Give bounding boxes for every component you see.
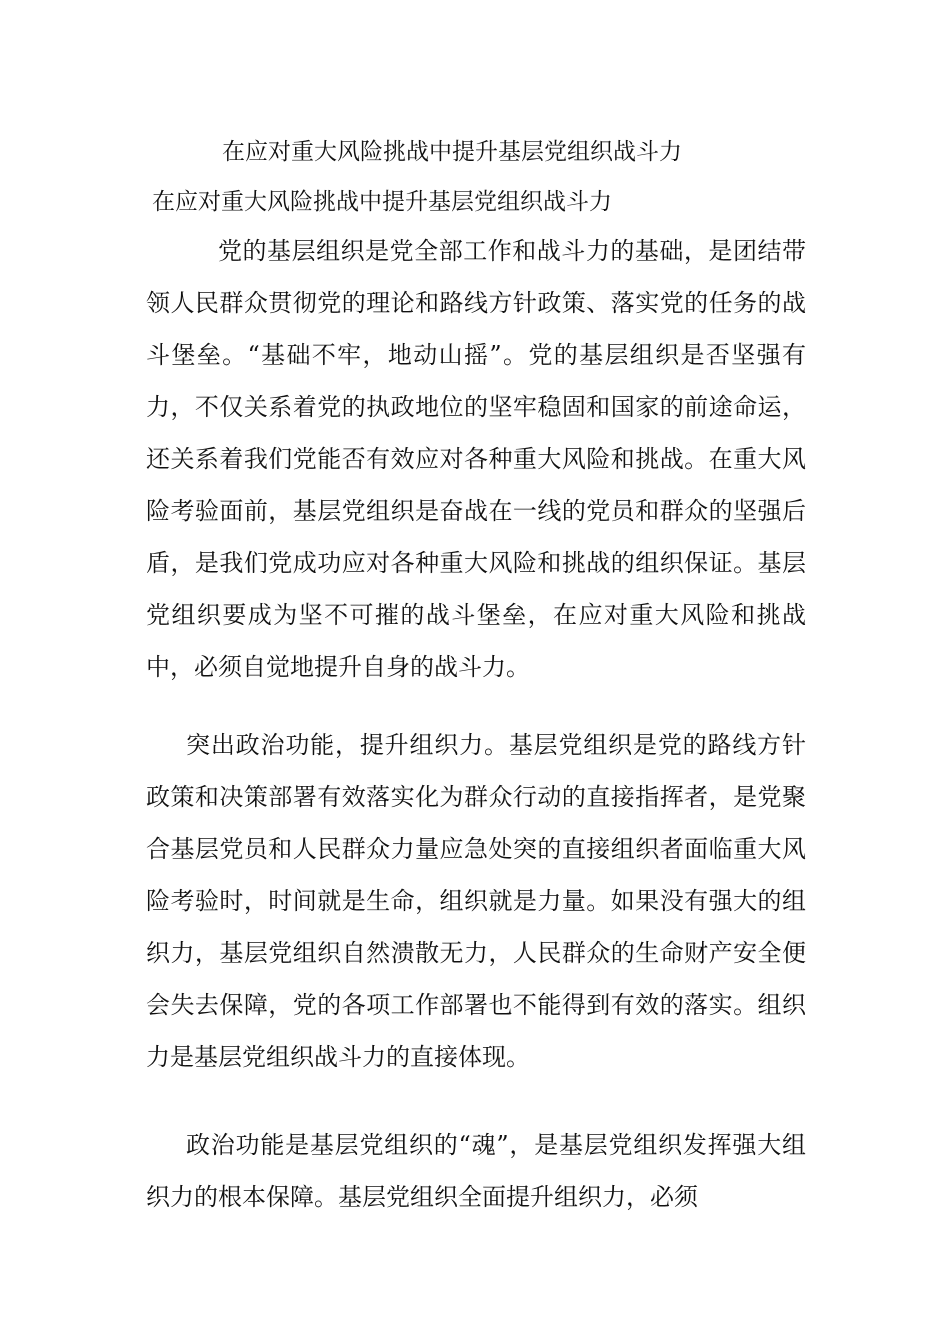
paragraph-3: 政治功能是基层党组织的“魂”，是基层党组织发挥强大组织力的根本保障。基层党组织全面提升组织力，必须 [146, 1131, 806, 1211]
document-title: 在应对重大风险挑战中提升基层党组织战斗力 [222, 139, 682, 165]
paragraph-2: 突出政治功能，提升组织力。基层党组织是党的路线方针政策和决策部署有效落实化为群众行动的直接指挥者，是党聚合基层党员和人民群众力量应急处突的直接组织者面临重大风险考验时，时间就是生命，组织就是力量。如果没有强大的组织力，基层党组织自然溃散无力，人民群众的生命财产安全便会失去保障，党的各项工作部署也不能得到有效的落实。组织力是基层党组织战斗力的直接体现。 [146, 731, 806, 1071]
document-subtitle: 在应对重大风险挑战中提升基层党组织战斗力 [152, 189, 612, 215]
paragraph-1: 党的基层组织是党全部工作和战斗力的基础，是团结带领人民群众贯彻党的理论和路线方针政策、落实党的任务的战斗堡垒。“基础不牢，地动山摇”。党的基层组织是否坚强有力，不仅关系着党的执政地位的坚牢稳固和国家的前途命运，还关系着我们党能否有效应对各种重大风险和挑战。在重大风险考验面前，基层党组织是奋战在一线的党员和群众的坚强后盾，是我们党成功应对各种重大风险和挑战的组织保证。基层党组织要成为坚不可摧的战斗堡垒，在应对重大风险和挑战中，必须自觉地提升自身的战斗力。 [146, 237, 806, 681]
